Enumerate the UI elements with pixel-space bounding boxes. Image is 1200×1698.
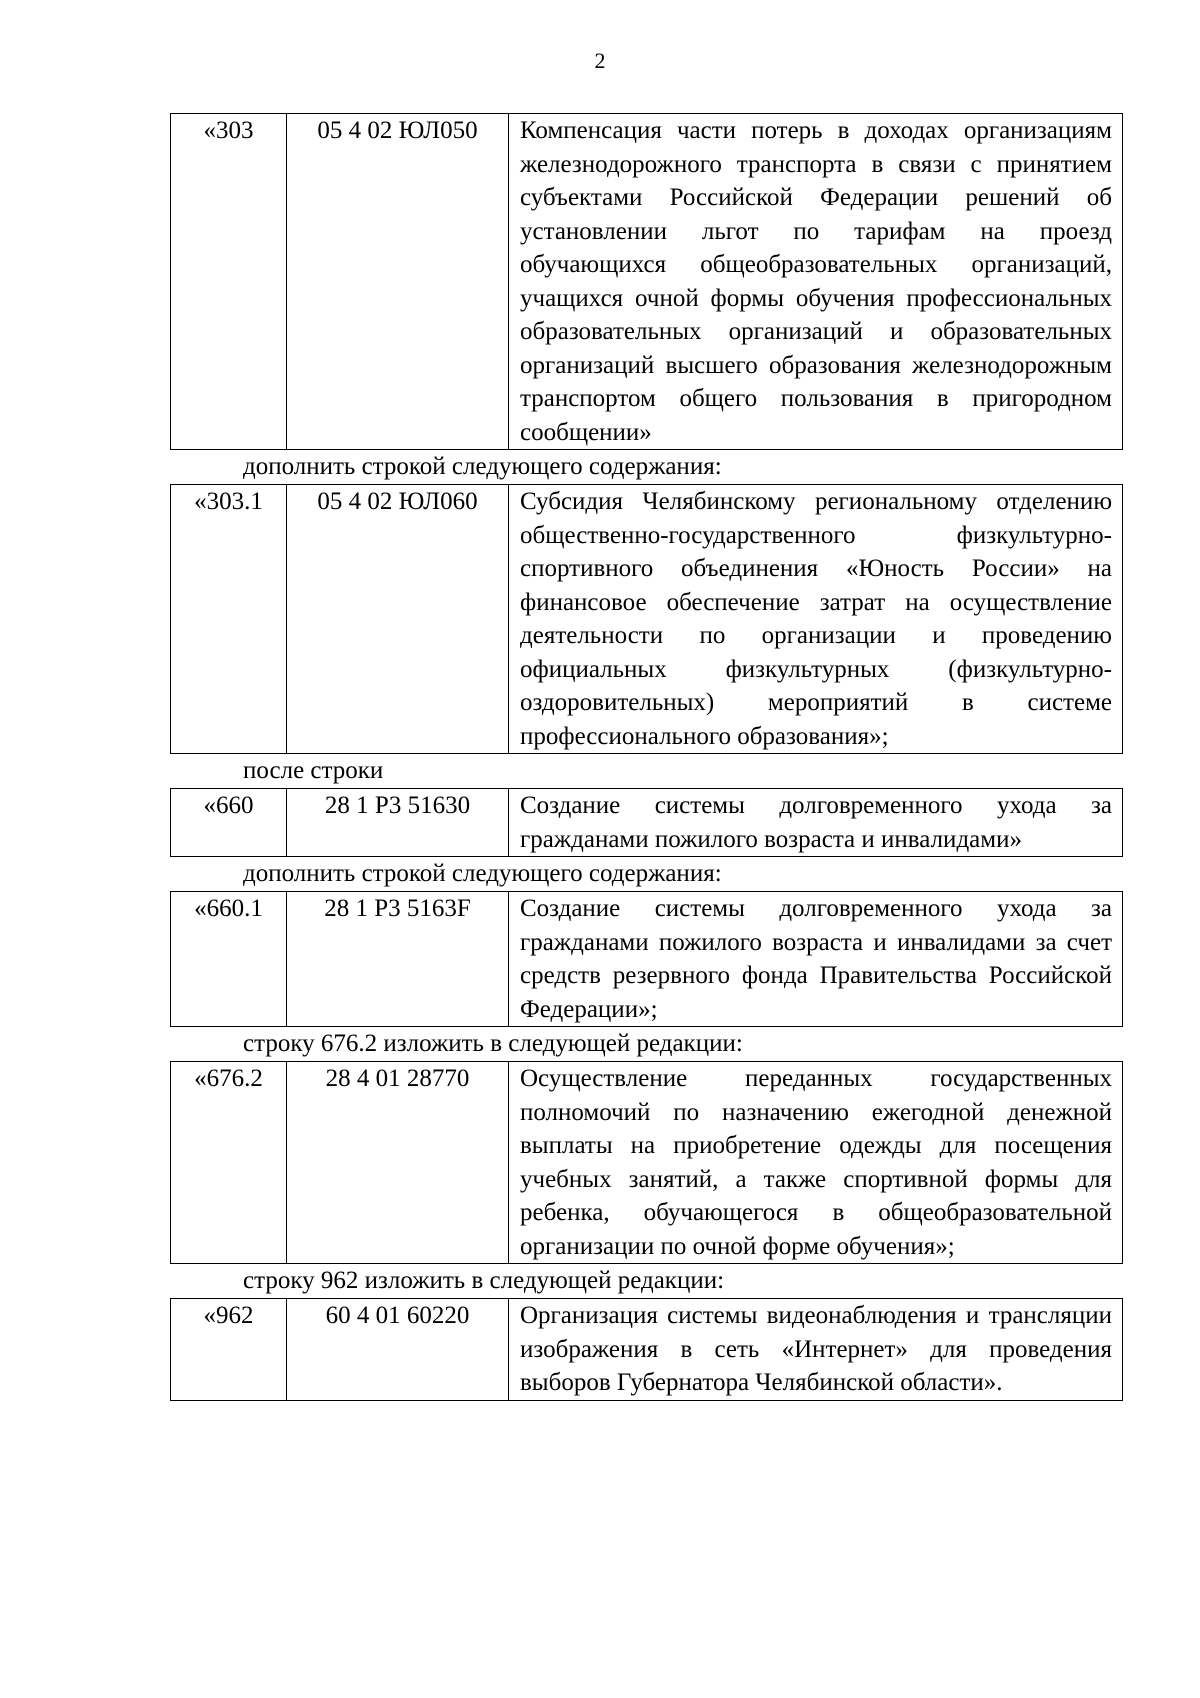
- row-code: «660: [203, 792, 254, 819]
- row-kbk-cell: [287, 1062, 509, 1264]
- table-row: [171, 892, 1123, 1027]
- budget-row-table: [170, 1061, 1123, 1264]
- budget-row-table: [170, 788, 1123, 857]
- row-kbk: 28 1 Р3 5163F: [324, 895, 471, 922]
- row-code-cell: [171, 1062, 287, 1264]
- amendment-instruction: дополнить строкой следующего содержания:: [243, 453, 722, 480]
- table-row: [171, 114, 1123, 450]
- document-body: [170, 113, 1122, 1401]
- row-code: «303: [203, 117, 254, 144]
- page-number: 2: [594, 48, 606, 73]
- row-kbk: 28 4 01 28770: [325, 1065, 470, 1092]
- amendment-instruction: дополнить строкой следующего содержания:: [243, 860, 722, 887]
- row-description: Создание системы долговременного ухода за гражданами пожилого возраста и инвалидами за счет средств резервного фонда Правительства Российской Федерации»;: [509, 892, 1123, 1027]
- row-kbk: 05 4 02 ЮЛ050: [317, 117, 478, 144]
- table-row: [171, 485, 1123, 754]
- row-description: Организация системы видеонаблюдения и трансляции изображения в сеть «Интернет» для проведения выборов Губернатора Челябинской области».: [509, 1299, 1123, 1401]
- amendment-instruction: строку 676.2 изложить в следующей редакции:: [243, 1030, 743, 1057]
- budget-row-table: [170, 113, 1123, 450]
- row-kbk-cell: [287, 892, 509, 1027]
- table-row: [171, 1062, 1123, 1264]
- row-description: Создание системы долговременного ухода за гражданами пожилого возраста и инвалидами»: [509, 789, 1123, 857]
- row-description: Компенсация части потерь в доходах организациям железнодорожного транспорта в связи с принятием субъектами Российской Федерации решений об установлении льгот по тарифам на проезд обучающихся общеобразовательных организаций, учащихся очной формы обучения профессиональных образовательных организаций и образовательных организаций высшего образования железнодорожным транспортом общего пользования в пригородном сообщении»: [509, 114, 1123, 450]
- row-kbk-cell: [287, 789, 509, 857]
- row-code-cell: [171, 114, 287, 450]
- row-kbk: 60 4 01 60220: [325, 1302, 470, 1329]
- row-description: Субсидия Челябинскому региональному отделению общественно-государственного физкультурно-спортивного объединения «Юность России» на финансовое обеспечение затрат на осуществление деятельности по организации и проведению официальных физкультурных (физкультурно-оздоровительных) мероприятий в системе профессионального образования»;: [509, 485, 1123, 754]
- row-code: «660.1: [194, 895, 263, 922]
- row-code: «303.1: [194, 488, 263, 515]
- row-code-cell: [171, 892, 287, 1027]
- row-kbk-cell: [287, 1299, 509, 1401]
- budget-row-table: [170, 484, 1123, 754]
- row-code: «676.2: [194, 1065, 263, 1092]
- row-kbk-cell: [287, 485, 509, 754]
- budget-row-table: [170, 891, 1123, 1027]
- row-kbk: 28 1 Р3 51630: [324, 792, 471, 819]
- budget-row-table: [170, 1298, 1123, 1401]
- amendment-instruction: строку 962 изложить в следующей редакции:: [243, 1267, 725, 1294]
- row-kbk-cell: [287, 114, 509, 450]
- row-code-cell: [171, 485, 287, 754]
- row-kbk: 05 4 02 ЮЛ060: [317, 488, 478, 515]
- amendment-instruction: после строки: [243, 757, 384, 784]
- row-code-cell: [171, 789, 287, 857]
- row-description: Осуществление переданных государственных полномочий по назначению ежегодной денежной выплаты на приобретение одежды для посещения учебных занятий, а также спортивной формы для ребенка, обучающегося в общеобразовательной организации по очной форме обучения»;: [509, 1062, 1123, 1264]
- table-row: [171, 1299, 1123, 1401]
- table-row: [171, 789, 1123, 857]
- row-code: «962: [203, 1302, 254, 1329]
- row-code-cell: [171, 1299, 287, 1401]
